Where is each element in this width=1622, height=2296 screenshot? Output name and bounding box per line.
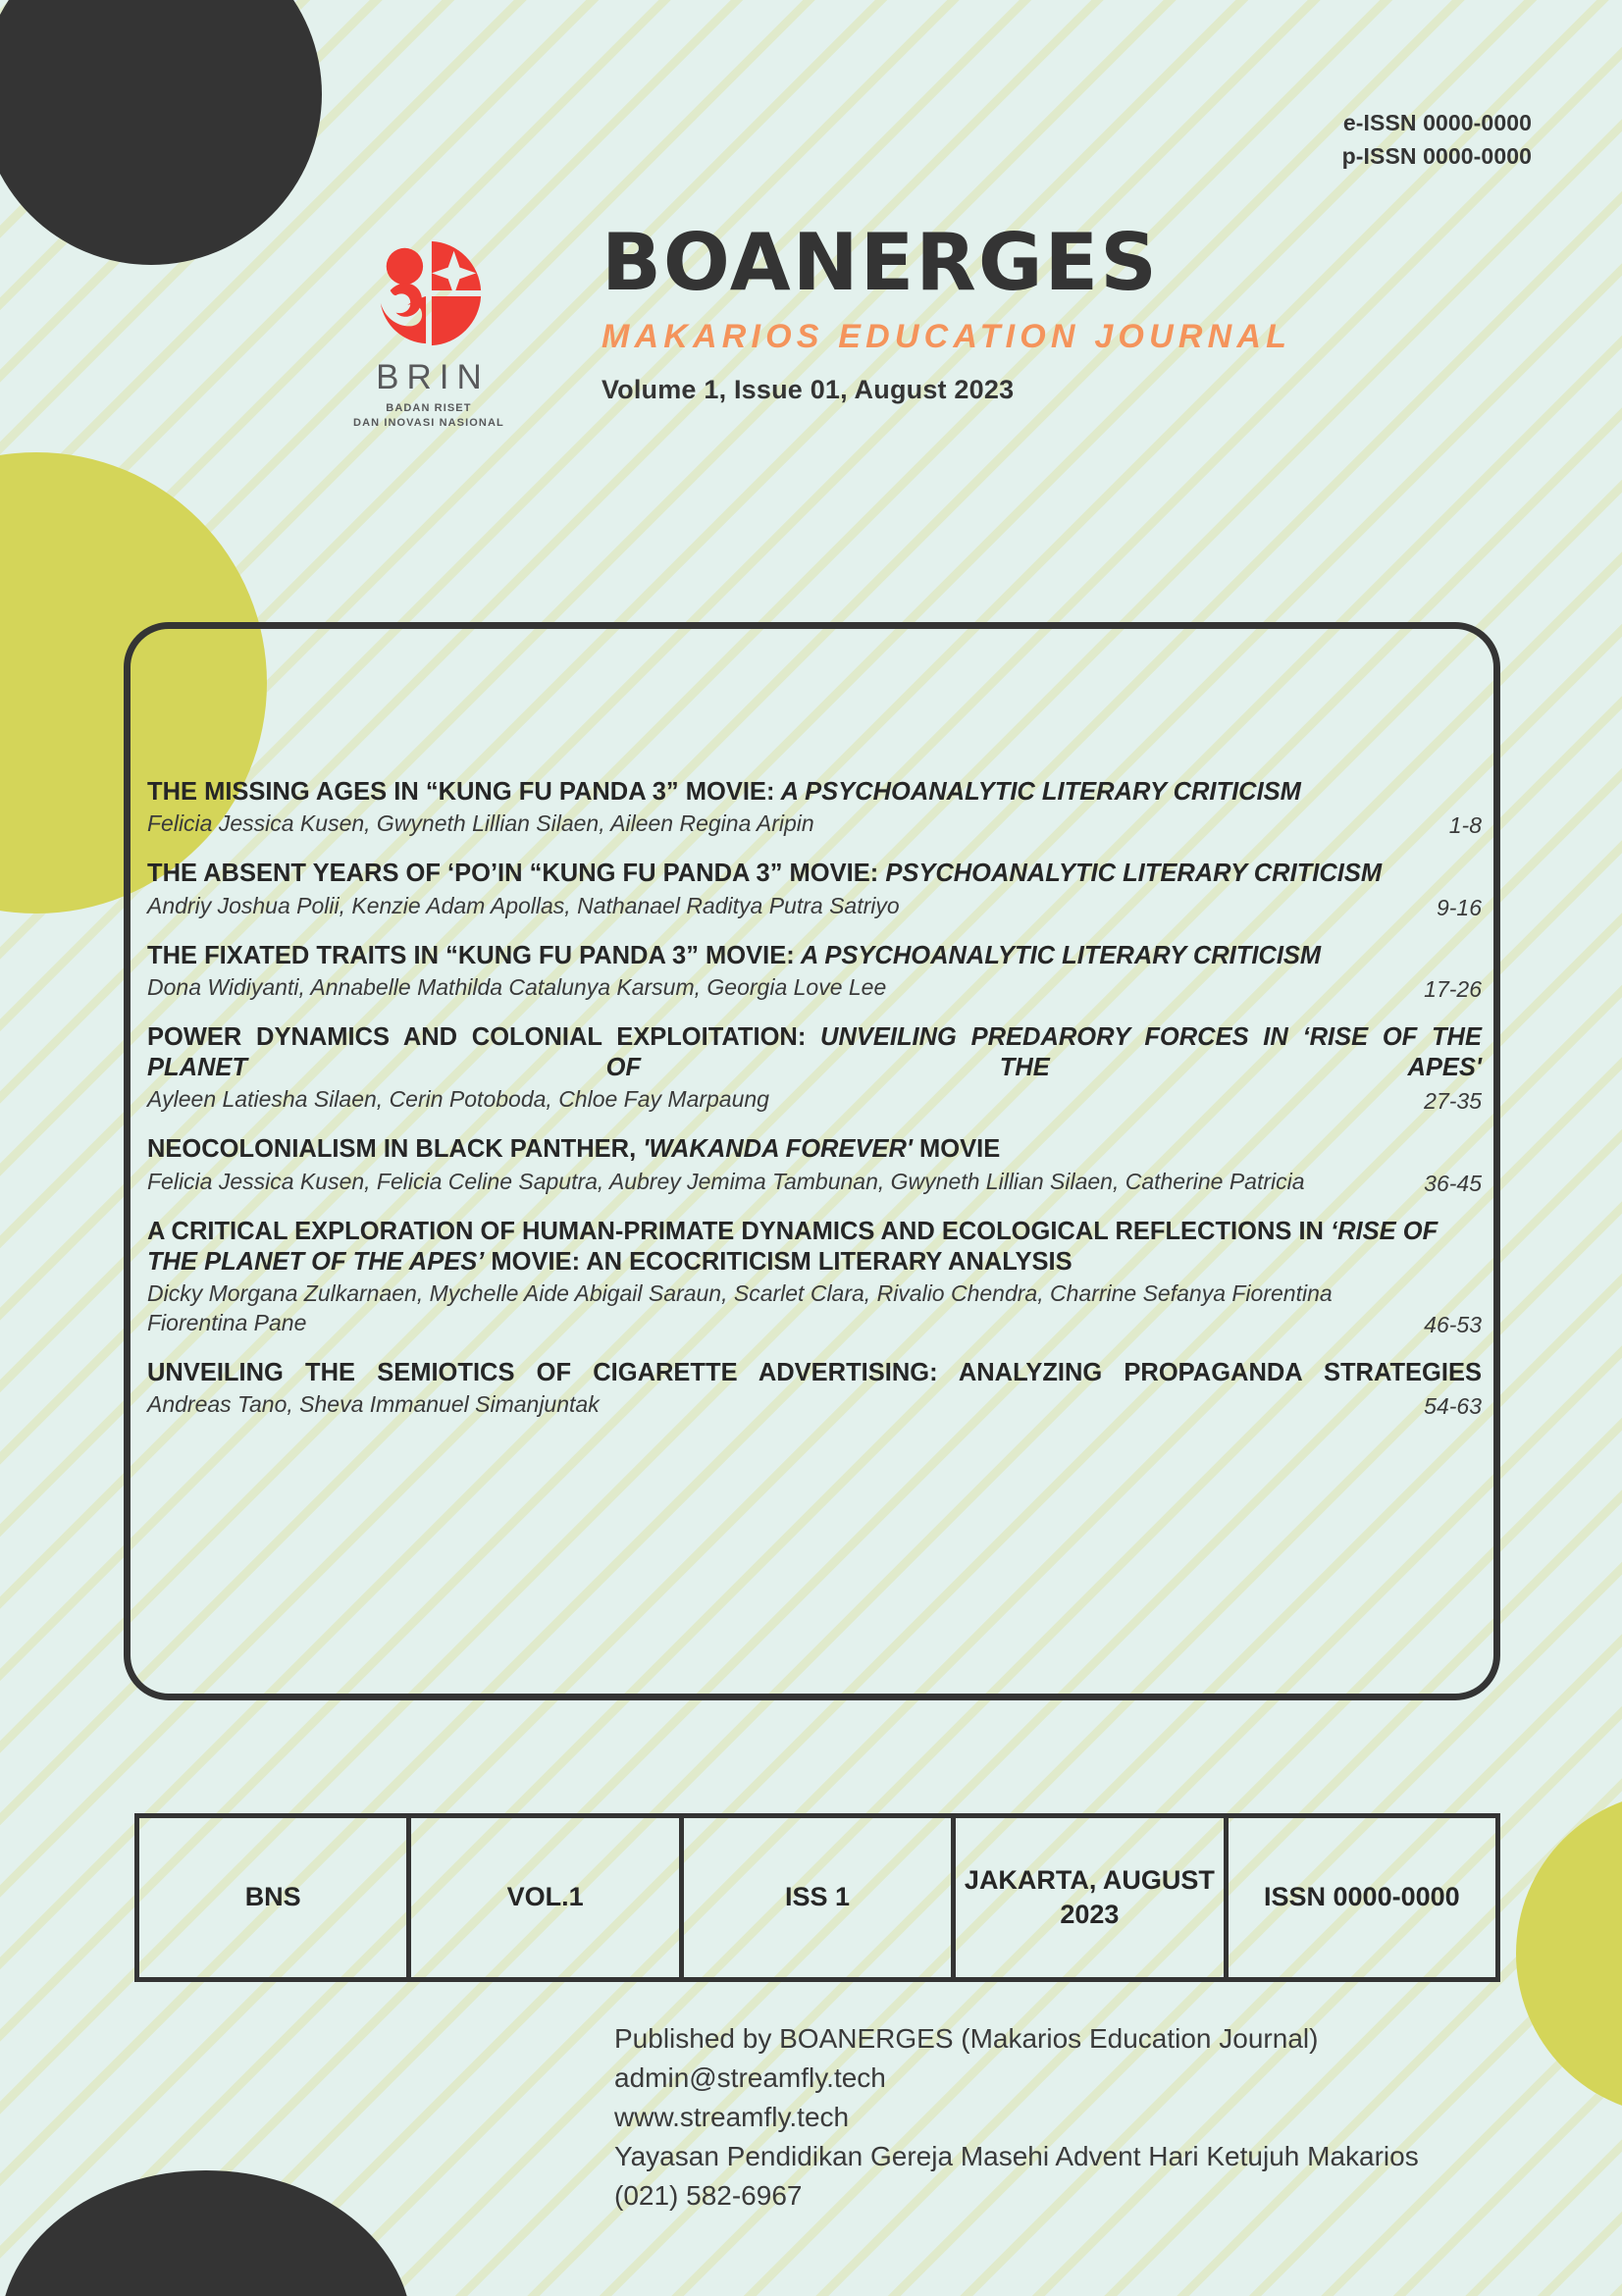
toc-entry-title	[147, 1217, 1482, 1278]
toc-entry-authors: Dicky Morgana Zulkarnaen, Mychelle Aide Abigail Saraun, Scarlet Clara, Rivalio Chendra, Charrine Sefanya Fiorentina Fiorentina Pane	[147, 1280, 1333, 1336]
toc-title-main: THE MISSING AGES IN “KUNG FU PANDA 3” MOVIE:	[147, 778, 775, 806]
toc-title-main: THE FIXATED TRAITS IN “KUNG FU PANDA 3” MOVIE:	[147, 941, 795, 969]
toc-entry-pages: 46-53	[1424, 1312, 1482, 1338]
toc-entry-meta	[147, 892, 1482, 921]
toc-entry-pages: 27-35	[1424, 1088, 1482, 1115]
journal-subtitle: MAKARIOS EDUCATION JOURNAL	[601, 318, 1292, 355]
imprint-cell-volume: VOL.1	[411, 1818, 683, 1977]
toc-title-main: UNVEILING THE SEMIOTICS OF CIGARETTE ADVERTISING: ANALYZING PROPAGANDA STRATEGIES	[147, 1359, 1482, 1387]
journal-title: BOANERGES	[601, 217, 1159, 308]
toc-entry-pages: 1-8	[1448, 812, 1482, 839]
brin-tagline-line-1: BADAN RISET	[386, 402, 472, 414]
toc-entry-title	[147, 859, 1482, 889]
brin-logo-icon	[371, 235, 487, 351]
decor-circle-bottom-right-yellow	[1516, 1792, 1622, 2115]
toc-entry-title	[147, 1358, 1482, 1388]
footer-publisher: Published by BOANERGES (Makarios Education Journal)	[614, 2023, 1319, 2054]
toc-entry-authors: Ayleen Latiesha Silaen, Cerin Potoboda, Chloe Fay Marpaung	[147, 1086, 769, 1113]
toc-entry[interactable]	[147, 1217, 1482, 1339]
toc-entry-meta	[147, 1279, 1482, 1338]
toc-title-tail: MOVIE: AN ECOCRITICISM LITERARY ANALYSIS	[484, 1247, 1073, 1276]
brin-wordmark: BRIN	[376, 358, 490, 396]
footer-phone: (021) 582-6967	[614, 2180, 803, 2212]
toc-entry[interactable]	[147, 1358, 1482, 1420]
p-issn-text: p-ISSN 0000-0000	[1341, 143, 1532, 170]
imprint-cell-issue: ISS 1	[684, 1818, 956, 1977]
imprint-table	[134, 1813, 1500, 1982]
toc-entry-meta	[147, 1168, 1482, 1197]
toc-entry[interactable]	[147, 777, 1482, 839]
toc-title-italic: A PSYCHOANALYTIC LITERARY CRITICISM	[774, 778, 1301, 806]
toc-title-italic: PSYCHOANALYTIC LITERARY CRITICISM	[878, 860, 1383, 888]
toc-title-italic: ‘RISE OF THE PLANET OF THE APES’	[147, 1217, 1439, 1276]
toc-entry-pages: 17-26	[1424, 975, 1482, 1002]
toc-entry-meta	[147, 973, 1482, 1003]
footer-website[interactable]: www.streamfly.tech	[614, 2102, 850, 2133]
toc-title-italic: 'WAKANDA FOREVER'	[636, 1135, 913, 1164]
toc-entry-meta	[147, 1390, 1482, 1420]
toc-entry-title	[147, 777, 1482, 808]
toc-entry-pages: 9-16	[1436, 894, 1482, 920]
toc-entry[interactable]	[147, 1022, 1482, 1116]
decor-circle-bottom-left	[0, 2170, 412, 2296]
brin-tagline	[353, 401, 504, 431]
toc-title-italic: UNVEILING PREDARORY FORCES IN ‘RISE OF THE PLANET OF THE APES'	[147, 1022, 1482, 1082]
table-of-contents-list	[147, 777, 1482, 1439]
toc-entry-authors: Felicia Jessica Kusen, Felicia Celine Saputra, Aubrey Jemima Tambunan, Gwyneth Lillian Silaen, Catherine Patricia	[147, 1168, 1305, 1194]
toc-entry[interactable]	[147, 1134, 1482, 1196]
toc-entry-meta	[147, 1085, 1482, 1115]
toc-entry[interactable]	[147, 859, 1482, 920]
toc-title-main: POWER DYNAMICS AND COLONIAL EXPLOITATION:	[147, 1022, 807, 1051]
publisher-footer	[614, 2019, 1419, 2216]
masthead	[0, 217, 1622, 431]
toc-entry-authors: Andriy Joshua Polii, Kenzie Adam Apollas, Nathanael Raditya Putra Satriyo	[147, 892, 900, 918]
journal-volume-issue: Volume 1, Issue 01, August 2023	[601, 375, 1015, 404]
toc-entry-title	[147, 1134, 1482, 1165]
toc-entry-title	[147, 941, 1482, 971]
e-issn-text: e-ISSN 0000-0000	[1342, 110, 1532, 135]
brin-logo	[331, 235, 527, 431]
toc-entry-pages: 36-45	[1424, 1170, 1482, 1196]
toc-title-italic: A PSYCHOANALYTIC LITERARY CRITICISM	[794, 941, 1322, 969]
imprint-cell-code: BNS	[139, 1818, 411, 1977]
footer-organization: Yayasan Pendidikan Gereja Masehi Advent Hari Ketujuh Makarios	[614, 2141, 1419, 2172]
issn-block	[1342, 106, 1532, 173]
masthead-text	[601, 217, 1292, 405]
imprint-cell-issn: ISSN 0000-0000	[1264, 1882, 1460, 1912]
toc-entry-authors: Andreas Tano, Sheva Immanuel Simanjuntak	[147, 1391, 600, 1418]
brin-tagline-line-2: DAN INOVASI NASIONAL	[353, 416, 504, 429]
toc-entry-authors: Felicia Jessica Kusen, Gwyneth Lillian Silaen, Aileen Regina Aripin	[147, 810, 814, 837]
imprint-cell-place-date: JAKARTA, AUGUST 2023	[956, 1818, 1228, 1977]
footer-email[interactable]: admin@streamfly.tech	[614, 2062, 886, 2094]
toc-title-tail: MOVIE	[912, 1135, 1001, 1164]
toc-entry-meta	[147, 809, 1482, 839]
toc-entry-pages: 54-63	[1424, 1393, 1482, 1420]
toc-entry[interactable]	[147, 941, 1482, 1003]
toc-entry-title	[147, 1022, 1482, 1084]
toc-title-main: NEOCOLONIALISM IN BLACK PANTHER,	[147, 1135, 637, 1164]
toc-title-main: THE ABSENT YEARS OF ‘PO’IN “KUNG FU PANDA 3” MOVIE:	[147, 860, 879, 888]
toc-title-main: A CRITICAL EXPLORATION OF HUMAN-PRIMATE DYNAMICS AND ECOLOGICAL REFLECTIONS IN	[147, 1217, 1324, 1245]
toc-entry-authors: Dona Widiyanti, Annabelle Mathilda Catalunya Karsum, Georgia Love Lee	[147, 973, 887, 1000]
